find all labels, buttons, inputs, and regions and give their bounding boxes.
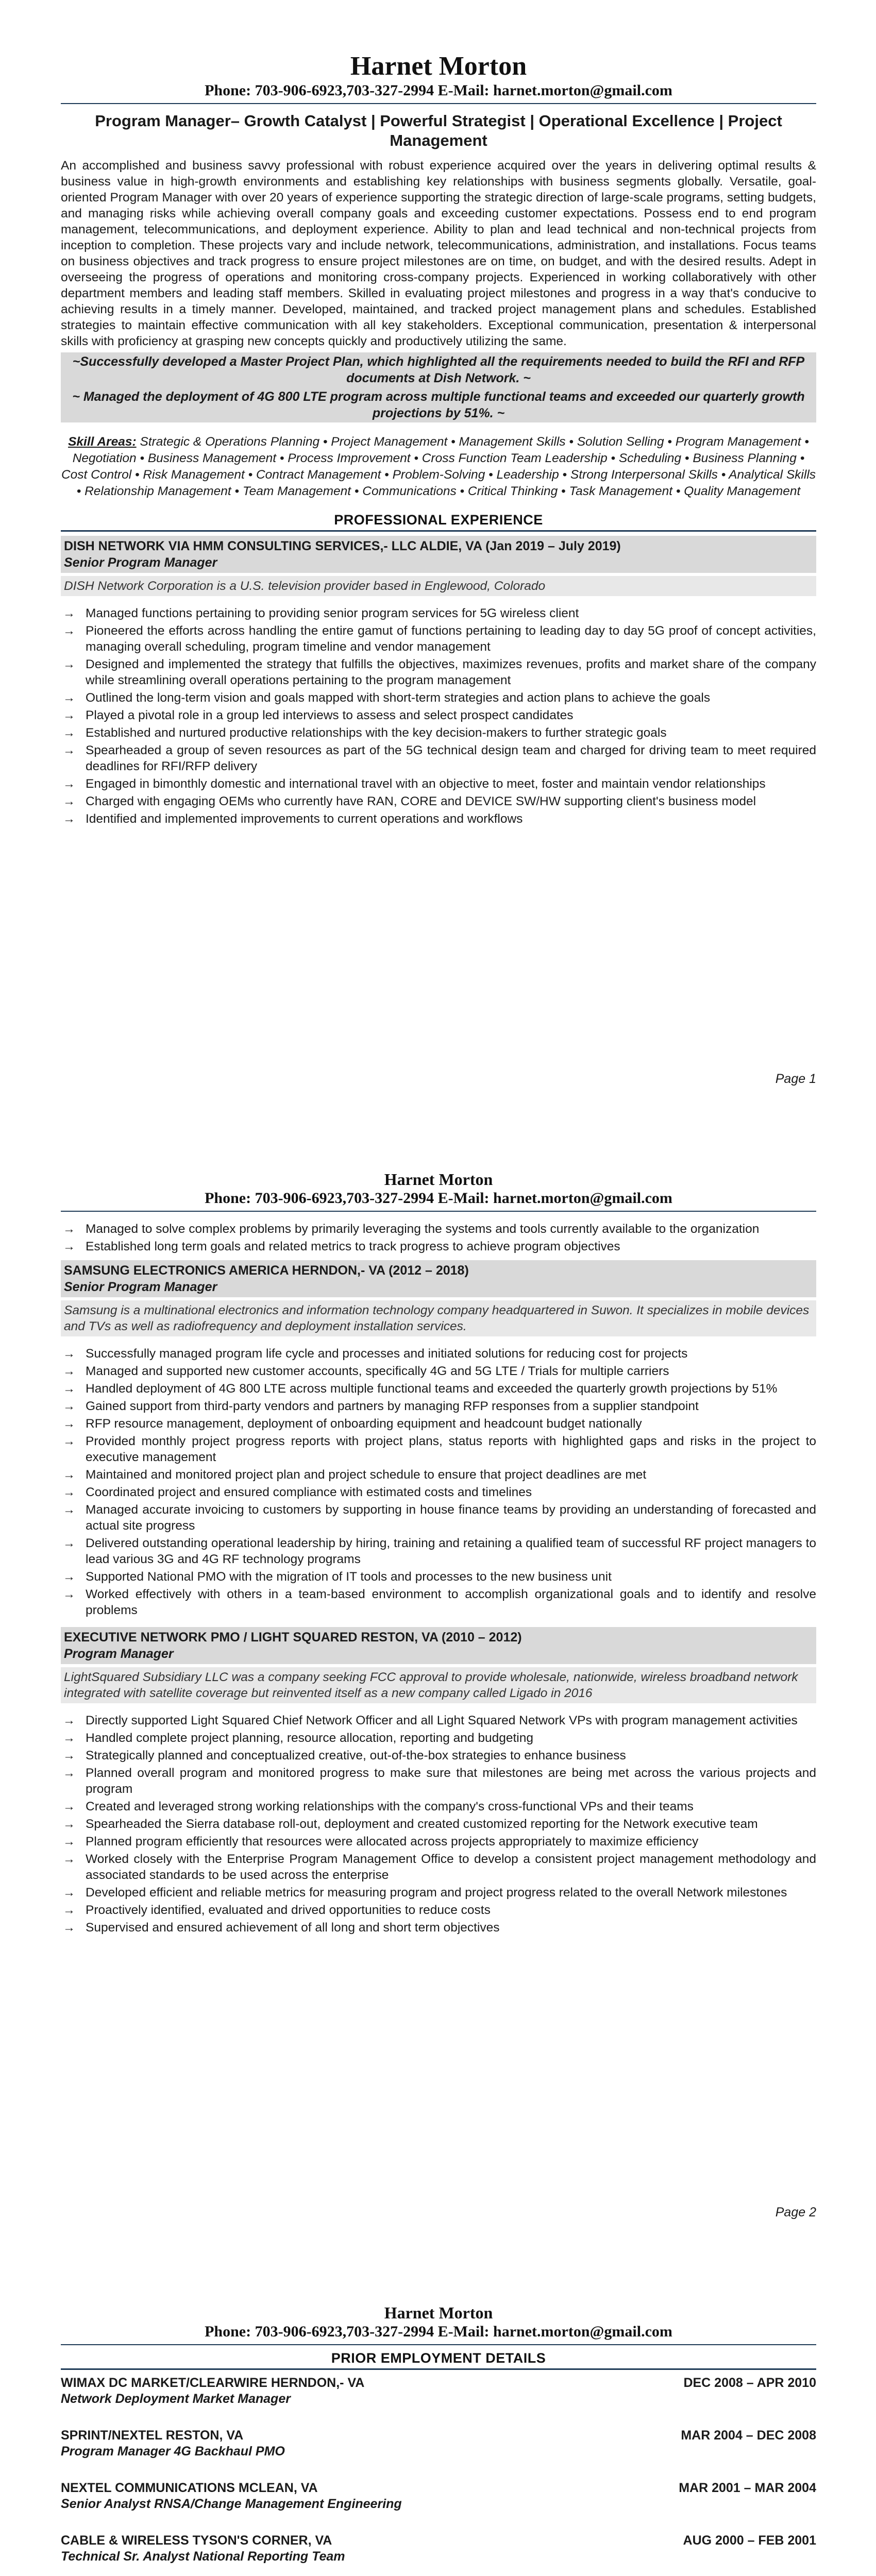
list-item: → Supervised and ensured achievement of all long and short term objectives xyxy=(63,1921,500,1935)
list-item: → Designed and implemented the strategy that fulfills the objectives, maximizes revenues, profits and market share of the company while streamlining overall operations pertaining to the program management xyxy=(63,657,816,687)
list-item: → Charged with engaging OEMs who currently have RAN, CORE and DEVICE SW/HW supporting client's business model xyxy=(63,794,756,808)
job-bullets-dish xyxy=(61,605,816,827)
prior-dates: DEC 2008 – APR 2010 xyxy=(683,2376,816,2390)
list-item: → Pioneered the efforts across handling the entire gamut of functions pertaining to leading day to day 5G proof of concept activities, managing overall scheduling, program timeline and vendor management xyxy=(63,624,816,654)
arrow-icon: → xyxy=(63,1903,75,1917)
arrow-icon: → xyxy=(63,1485,75,1499)
list-item: → Handled deployment of 4G 800 LTE across multiple functional teams and exceeded the quarterly growth projections by 51% xyxy=(63,1382,778,1396)
prior-job xyxy=(61,2428,816,2460)
prior-title: Network Deployment Market Manager xyxy=(61,2392,291,2406)
page-number: Page 1 xyxy=(775,1072,816,1086)
arrow-icon: → xyxy=(63,743,75,757)
list-item: → Identified and implemented improvements to current operations and workflows xyxy=(63,812,523,826)
list-item: → Handled complete project planning, resource allocation, reporting and budgeting xyxy=(63,1731,533,1745)
job-bullets-dish-cont xyxy=(61,1221,816,1255)
list-item: → Played a pivotal role in a group led interviews to assess and select prospect candidates xyxy=(63,708,574,722)
arrow-icon: → xyxy=(63,1587,75,1601)
prior-company: SPRINT/NEXTEL RESTON, VA xyxy=(61,2428,244,2443)
arrow-icon: → xyxy=(63,1921,75,1935)
job-bullets-executive xyxy=(61,1713,816,1936)
skill-areas xyxy=(61,434,816,500)
arrow-icon: → xyxy=(63,812,75,826)
page-3 xyxy=(0,2267,876,2576)
arrow-icon: → xyxy=(63,624,75,638)
arrow-icon: → xyxy=(63,1800,75,1814)
arrow-icon: → xyxy=(63,1886,75,1900)
arrow-icon: → xyxy=(63,1503,75,1517)
list-item: → Directly supported Light Squared Chief Network Officer and all Light Squared Network VPs with program management activities xyxy=(63,1714,798,1727)
resume-header xyxy=(61,2303,816,2341)
list-item: → Worked closely with the Enterprise Program Management Office to develop a consistent project management methodology and associated standards to be used across the enterprise xyxy=(63,1852,816,1882)
contact-line: Phone: 703-906-6923,703-327-2994 E-Mail: harnet.morton@gmail.com xyxy=(205,1190,672,1207)
job-company: EXECUTIVE NETWORK PMO / LIGHT SQUARED RESTON, VA (2010 – 2012) xyxy=(64,1630,522,1645)
prior-title: Senior Analyst RNSA/Change Management Engineering xyxy=(61,2497,402,2511)
prior-company: CABLE & WIRELESS TYSON'S CORNER, VA xyxy=(61,2533,332,2548)
list-item: → Coordinated project and ensured compliance with estimated costs and timelines xyxy=(63,1485,532,1499)
list-item: → Managed accurate invoicing to customers by supporting in house finance teams by providing an understanding of forecasted and actual site progress xyxy=(63,1503,816,1533)
candidate-name: Harnet Morton xyxy=(350,52,527,81)
job-description: DISH Network Corporation is a U.S. television provider based in Englewood, Colorado xyxy=(61,576,816,596)
skill-areas-list: Strategic & Operations Planning • Project Management • Management Skills • Solution Selling • Program Management • Negotiation • Business Management • Process Improvement • Cross Function Team Leadership • Scheduling • Business Planning • Cost Control • Risk Management • Contract Management • Problem-Solving • Leadership • Strong Interpersonal Skills • Analytical Skills • Relationship Management • Team Management • Communications • Critical Thinking • Task Management • Quality Management xyxy=(61,435,816,498)
arrow-icon: → xyxy=(63,691,75,705)
candidate-name: Harnet Morton xyxy=(384,1170,493,1189)
arrow-icon: → xyxy=(63,1468,75,1482)
list-item: → Proactively identified, evaluated and drived opportunities to reduce costs xyxy=(63,1903,491,1917)
list-item: → Established and nurtured productive relationships with the key decision-makers to further strategic goals xyxy=(63,726,667,740)
prior-dates: MAR 2001 – MAR 2004 xyxy=(679,2481,816,2495)
contact-line: Phone: 703-906-6923,703-327-2994 E-Mail: harnet.morton@gmail.com xyxy=(205,2323,672,2340)
arrow-icon: → xyxy=(63,1852,75,1866)
candidate-name: Harnet Morton xyxy=(384,2303,493,2322)
job-header-executive xyxy=(61,1627,816,1664)
list-item: → Created and leveraged strong working relationships with the company's cross-functional VPs and their teams xyxy=(63,1800,694,1814)
list-item: → Planned overall program and monitored progress to make sure that milestones are being met across the various projects and program xyxy=(63,1766,816,1796)
job-title: Senior Program Manager xyxy=(64,1280,217,1294)
list-item: → Maintained and monitored project plan and project schedule to ensure that project deadlines are met xyxy=(63,1468,647,1482)
list-item: → Engaged in bimonthly domestic and international travel with an objective to meet, foster and maintain vendor relationships xyxy=(63,777,766,791)
list-item: → Spearheaded a group of seven resources as part of the 5G technical design team and charged for driving team to meet required deadlines for RFI/RFP delivery xyxy=(63,743,816,773)
job-header-samsung xyxy=(61,1260,816,1297)
job-bullets-samsung xyxy=(61,1346,816,1618)
job-company: SAMSUNG ELECTRONICS AMERICA HERNDON,- VA (2012 – 2018) xyxy=(64,1263,469,1278)
arrow-icon: → xyxy=(63,657,75,671)
page-1 xyxy=(0,0,876,1133)
arrow-icon: → xyxy=(63,1417,75,1431)
summary-paragraph: An accomplished and business savvy professional with robust experience acquired over the years in delivering optimal results & business value in high-growth environments and establishing key relationships with business segments globally. Versatile, goal-oriented Program Manager with over 20 years of experience supporting the strategic direction of large-scale programs, setting budgets, and managing risks while achieving overall company goals and exceeding customer expectations. Possess end to end program management, telecommunications, and deployment experience. Ability to plan and lead technical and non-technical projects from inception to completion. These projects vary and include network, telecommunications, administration, and installations. Focus teams on business objectives and track progress to ensure project milestones are on time, on budget, and with the desired results. Adept in overseeing the progress of operations and monitoring cross-company projects. Experienced in working collaboratively with other department members and leading staff members. Skilled in evaluating project milestones and progress in a way that's conducive to achieving results in a timely manner. Developed, maintained, and tracked project management plans and schedules. Established strategies to maintain effective communication with all key stakeholders. Exceptional communication, presentation & interpersonal skills with proficiency at grasping new concepts quickly and productively utilizing the same. xyxy=(61,159,816,348)
list-item: → Developed efficient and reliable metrics for measuring program and project progress related to the overall Network milestones xyxy=(63,1886,787,1900)
list-item: → Successfully managed program life cycle and processes and initiated solutions for reducing cost for projects xyxy=(63,1347,688,1361)
arrow-icon: → xyxy=(63,1382,75,1396)
prior-job xyxy=(61,2375,816,2407)
section-title-experience: PROFESSIONAL EXPERIENCE xyxy=(61,507,816,532)
resume-header xyxy=(61,52,816,100)
list-item: → Outlined the long-term vision and goals mapped with short-term strategies and action plans to achieve the goals xyxy=(63,691,711,705)
page-2 xyxy=(0,1133,876,2267)
arrow-icon: → xyxy=(63,1347,75,1361)
arrow-icon: → xyxy=(63,1817,75,1831)
job-title: Senior Program Manager xyxy=(64,555,217,570)
prior-dates: AUG 2000 – FEB 2001 xyxy=(683,2533,816,2548)
resume-header xyxy=(61,1170,816,1208)
list-item: → Supported National PMO with the migration of IT tools and processes to the new business unit xyxy=(63,1570,612,1584)
arrow-icon: → xyxy=(63,1240,75,1253)
prior-company: NEXTEL COMMUNICATIONS MCLEAN, VA xyxy=(61,2481,318,2495)
arrow-icon: → xyxy=(63,1731,75,1745)
list-item: → Worked effectively with others in a team-based environment to accomplish organizational goals and to identify and resolve problems xyxy=(63,1587,816,1617)
list-item: → Delivered outstanding operational leadership by hiring, training and retaining a qualified team of successful RF project managers to lead various 3G and 4G RF technology programs xyxy=(63,1536,816,1566)
arrow-icon: → xyxy=(63,1749,75,1762)
arrow-icon: → xyxy=(63,606,75,620)
arrow-icon: → xyxy=(63,726,75,740)
prior-dates: MAR 2004 – DEC 2008 xyxy=(681,2428,816,2443)
highlight-lte-deployment: ~ Managed the deployment of 4G 800 LTE program across multiple functional teams and exceeded our quarterly growth projections by 51%. ~ xyxy=(61,387,816,422)
job-company: DISH NETWORK VIA HMM CONSULTING SERVICES,- LLC ALDIE, VA (Jan 2019 – July 2019) xyxy=(64,539,621,553)
page-number: Page 2 xyxy=(775,2205,816,2219)
list-item: → Spearheaded the Sierra database roll-out, deployment and created customized reporting for the Network executive team xyxy=(63,1817,758,1831)
arrow-icon: → xyxy=(63,1835,75,1849)
arrow-icon: → xyxy=(63,1766,75,1780)
arrow-icon: → xyxy=(63,1399,75,1413)
arrow-icon: → xyxy=(63,708,75,722)
list-item: → Gained support from third-party vendors and partners by managing RFP responses from a supplier standpoint xyxy=(63,1399,699,1413)
list-item: → Established long term goals and related metrics to track progress to achieve program objectives xyxy=(63,1240,620,1253)
list-item: → Provided monthly project progress reports with project plans, status reports with highlighted gaps and risks in the project to executive management xyxy=(63,1434,816,1464)
list-item: → Managed functions pertaining to providing senior program services for 5G wireless client xyxy=(63,606,579,620)
arrow-icon: → xyxy=(63,777,75,791)
arrow-icon: → xyxy=(63,794,75,808)
prior-job xyxy=(61,2533,816,2565)
arrow-icon: → xyxy=(63,1570,75,1584)
job-title: Program Manager xyxy=(64,1647,174,1661)
arrow-icon: → xyxy=(63,1434,75,1448)
contact-line: Phone: 703-906-6923,703-327-2994 E-Mail: harnet.morton@gmail.com xyxy=(205,82,672,99)
arrow-icon: → xyxy=(63,1364,75,1378)
section-title-prior: PRIOR EMPLOYMENT DETAILS xyxy=(61,2345,816,2370)
headline: Program Manager– Growth Catalyst | Powerful Strategist | Operational Excellence | Project Management xyxy=(95,112,782,149)
list-item: → Managed and supported new customer accounts, specifically 4G and 5G LTE / Trials for multiple carriers xyxy=(63,1364,669,1378)
job-description: LightSquared Subsidiary LLC was a company seeking FCC approval to provide wholesale, nationwide, wireless broadband network integrated with satellite coverage but reinvented itself as a new company called Ligado in 2016 xyxy=(61,1667,816,1703)
prior-company: WIMAX DC MARKET/CLEARWIRE HERNDON,- VA xyxy=(61,2376,365,2390)
highlight-master-plan: ~Successfully developed a Master Project Plan, which highlighted all the requirements needed to build the RFI and RFP documents at Dish Network. ~ xyxy=(61,352,816,387)
list-item: → Planned program efficiently that resources were allocated across projects appropriately to maximize efficiency xyxy=(63,1835,699,1849)
prior-title: Program Manager 4G Backhaul PMO xyxy=(61,2444,285,2459)
prior-job xyxy=(61,2480,816,2512)
arrow-icon: → xyxy=(63,1714,75,1727)
list-item: → Strategically planned and conceptualized creative, out-of-the-box strategies to enhance business xyxy=(63,1749,626,1762)
arrow-icon: → xyxy=(63,1222,75,1236)
list-item: → Managed to solve complex problems by primarily leveraging the systems and tools currently available to the organization xyxy=(63,1222,760,1236)
list-item: → RFP resource management, deployment of onboarding equipment and headcount budget nationally xyxy=(63,1417,642,1431)
job-description: Samsung is a multinational electronics and information technology company headquartered in Suwon. It specializes in mobile devices and TVs as well as radiofrequency and deployment installation services. xyxy=(61,1300,816,1336)
arrow-icon: → xyxy=(63,1536,75,1550)
job-header-dish xyxy=(61,536,816,573)
skill-areas-label: Skill Areas: xyxy=(68,435,137,449)
prior-title: Technical Sr. Analyst National Reporting Team xyxy=(61,2549,345,2564)
